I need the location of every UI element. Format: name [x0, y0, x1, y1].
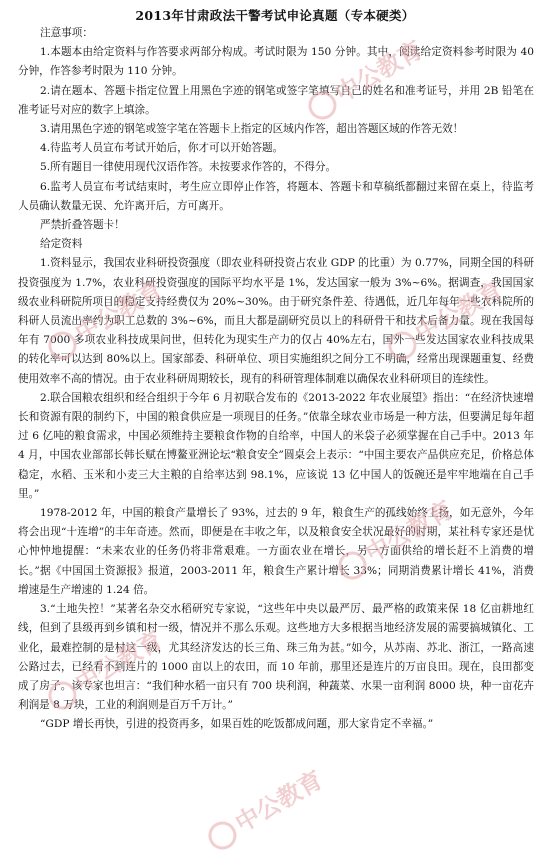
notice-item: 1.本题本由给定资料与作答要求两部分构成。考试时限为 150 分钟。其中，阅读给定资料参考时限为 40 分钟，作答参考时限为 110 分钟。: [18, 46, 534, 78]
page-title: 2013年甘肃政法干警考试申论真题（专本硬类）: [135, 8, 415, 23]
notice-item: 6.监考人员宣布考试结束时，考生应立即停止作答，将题本、答题卡和草稿纸都翻过来留在桌上，待监考人员确认数量无误、允许离开后，方可离开。: [18, 180, 534, 212]
document-body: [18, 24, 534, 735]
watermark: 中公教育: [40, 620, 168, 714]
notice-item: 2.请在题本、答题卡指定位置上用黑色字迹的钢笔或签字笔填写自己的姓名和准考证号，并用 2B 铅笔在准考证号对应的数字上填涂。: [18, 84, 534, 116]
notice-item: 3.请用黑色字迹的钢笔或签字笔在答题卡上指定的区域内作答，超出答题区域的作答无效！: [40, 123, 464, 136]
watermark: 中公教育: [380, 270, 508, 364]
watermark-logo-icon: [203, 816, 241, 854]
notice-warning: 严禁折叠答题卡！: [40, 219, 125, 232]
material-paragraph: 1978-2012 年，中国的粮食产量增长了 93%，过去的 9 年，粮食生产的孤线始终上扬，如无意外，今年将会出现“十连增”的丰年奇迹。然而，即便是在丰收之年，以及粮食安全状况最好的时期，某社科专家还是忧心忡忡地提醒：“未来农业的任务仍将非常艰难。一方面农业在增长，另一方面供给的增长赶不上消费的增长。”据《中国国土资源报》报道，2003-2011 年，粮食生产累计增长 33%；同期消费累计增长 41%，消费增速是生产增速的 1.24 倍。: [18, 507, 534, 596]
notice-item: 5.所有题目一律使用现代汉语作答。未按要求作答的，不得分。: [40, 161, 337, 174]
watermark: 中公教育: [300, 30, 428, 124]
materials-heading: 给定资料: [40, 238, 83, 251]
notice-item: 4.待监考人员宣布考试开始后，你才可以开始答题。: [40, 142, 284, 155]
watermark: 中公教育: [40, 270, 168, 364]
material-paragraph: 2.联合国粮农组织和经合组织于今年 6 月初联合发布的《2013-2022 年农业展望》指出：“在经济快速增长和资源有限的制约下，中国的粮食供应是一项现目的任务。”依靠全球农业市场是一种方法，但要满足每年超过 6 亿吨的粮食需求，中国必须维持主要粮食作物的自给率，中国人的米袋子必须掌握在自己手中。2013 年 4 月，中国农业部部长韩长赋在博鳌亚洲论坛“粮食安全”圆桌会上表示：“中国主要农产品供应充足，价格总体稳定，水稻、玉米和小麦三大主粮的自给率达到 98.1%，应该说 13 亿中国人的饭碗还是牢牢地端在自己手里。”: [18, 391, 534, 500]
material-paragraph: 1.资料显示，我国农业科研投资强度（即农业科研投资占农业 GDP 的比重）为 0.77%，同期全国的科研投资强度为 1.7%，农业科研投资强度的国际平均水平是 1%，发达国家一般为 3%~6%。据调查，我国国家级农业科研院所项目的稳定支持经费仅为 20%~30%。由于研究条件差、待遇低，近几年每年一些农科院所的科研人员流出率约为职工总数的 3%~6%，而且大都是副研究员以上的科研骨干和技术后备力量。现在我国每年有 7000 多项农业科技成果问世，但转化为现实生产力的仅占 40%左右，国外一些发达国家农业科技成果的转化率可以达到 80%以上。国家部委、科研单位、项目实施组织之间分工不明确，经常出现课题重复、经费使用效率不高的情况。由于农业科研周期较长，现有的科研管理体制难以确保农业科研项目的连续性。: [18, 257, 534, 385]
material-paragraph: “GDP 增长再快，引进的投资再多，如果百姓的吃饭都成问题，那大家肯定不幸福。”: [40, 718, 434, 731]
watermark: 中公教育: [200, 760, 328, 854]
material-paragraph: 3.“土地失控！”某著名杂交水稻研究专家说，“这些年中央以最严厉、最严格的政策来保 18 亿亩耕地红线，但到了县级再到乡镇和村一级，情况并不那么乐观。这些地方大多根据当地经济发展的需要搞城镇化、工业化，最难控制的是村这一级，尤其经济发达的长三角、珠三角为甚。”如今，从苏南、苏北、浙江，一路高速公路过去，已经看不到连片的 1000 亩以上的农田，而 10 年前，那里还是连片的万亩良田。现在，良田都变成了房子。该专家也坦言：“我们种水稻一亩只有 700 块利润，种蔬菜、水果一亩利润 8000 块，种一亩花卉利润是 8 万块，工业的利润则是百万千万计。”: [18, 603, 534, 712]
notice-heading: 注意事项：: [40, 27, 93, 39]
watermark: 中公教育: [330, 490, 458, 584]
